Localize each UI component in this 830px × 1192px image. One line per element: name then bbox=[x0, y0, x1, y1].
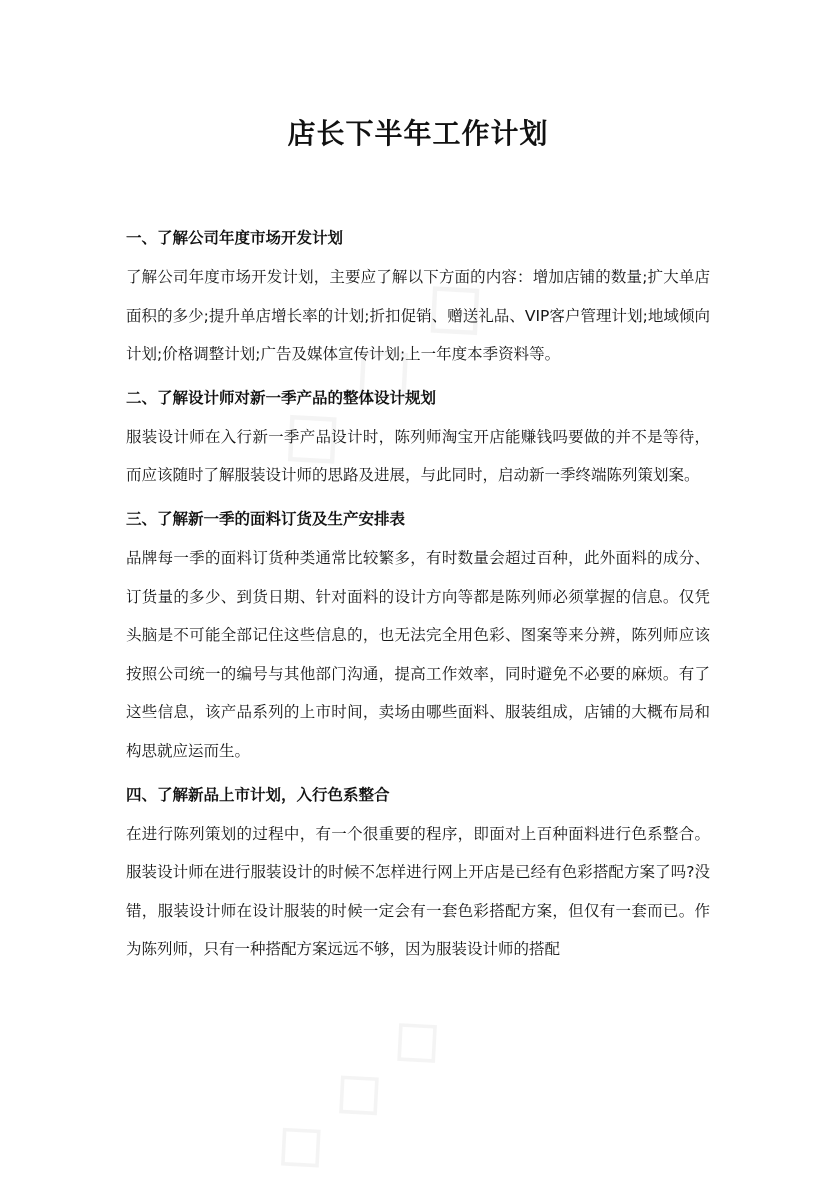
section-2 bbox=[126, 378, 710, 495]
document-sections bbox=[126, 218, 710, 969]
watermark bbox=[250, 990, 461, 1192]
section-body: 服装设计师在入行新一季产品设计时，陈列师淘宝开店能赚钱吗要做的并不是等待，而应该随时了解服装设计师的思路及进展，与此同时，启动新一季终端陈列策划案。 bbox=[126, 427, 710, 485]
section-heading: 四、了解新品上市计划，入行色系整合 bbox=[126, 785, 390, 804]
section-1 bbox=[126, 218, 710, 374]
section-body: 在进行陈列策划的过程中，有一个很重要的程序，即面对上百种面料进行色系整合。服装设计师在进行服装设计的时候不怎样进行网上开店是已经有色彩搭配方案了吗?没错，服装设计师在设计服装的时候一定会有一套色彩搭配方案，但仅有一套而已。作为陈列师，只有一种搭配方案远远不够，因为服装设计师的搭配 bbox=[126, 824, 710, 959]
document-title: 店长下半年工作计划 bbox=[287, 117, 549, 150]
section-body: 了解公司年度市场开发计划，主要应了解以下方面的内容：增加店铺的数量;扩大单店面积的多少;提升单店增长率的计划;折扣促销、赠送礼品、VIP客户管理计划;地域倾向计划;价格调整计划;广告及媒体宣传计划;上一年度本季资料等。 bbox=[126, 268, 710, 364]
section-heading: 三、了解新一季的面料订货及生产安排表 bbox=[126, 509, 406, 528]
section-body: 品牌每一季的面料订货种类通常比较繁多，有时数量会超过百种，此外面料的成分、订货量的多少、到货日期、针对面料的设计方向等都是陈列师必须掌握的信息。仅凭头脑是不可能全部记住这些信息的，也无法完全用色彩、图案等来分辨，陈列师应该按照公司统一的编号与其他部门沟通，提高工作效率，同时避免不必要的麻烦。有了这些信息，该产品系列的上市时间，卖场由哪些面料、服装组成，店铺的大概布局和构思就应运而生。 bbox=[126, 548, 710, 760]
section-3 bbox=[126, 499, 710, 771]
section-heading: 一、了解公司年度市场开发计划 bbox=[126, 229, 344, 247]
section-heading: 二、了解设计师对新一季产品的整体设计规划 bbox=[126, 388, 437, 407]
section-4 bbox=[126, 775, 710, 969]
